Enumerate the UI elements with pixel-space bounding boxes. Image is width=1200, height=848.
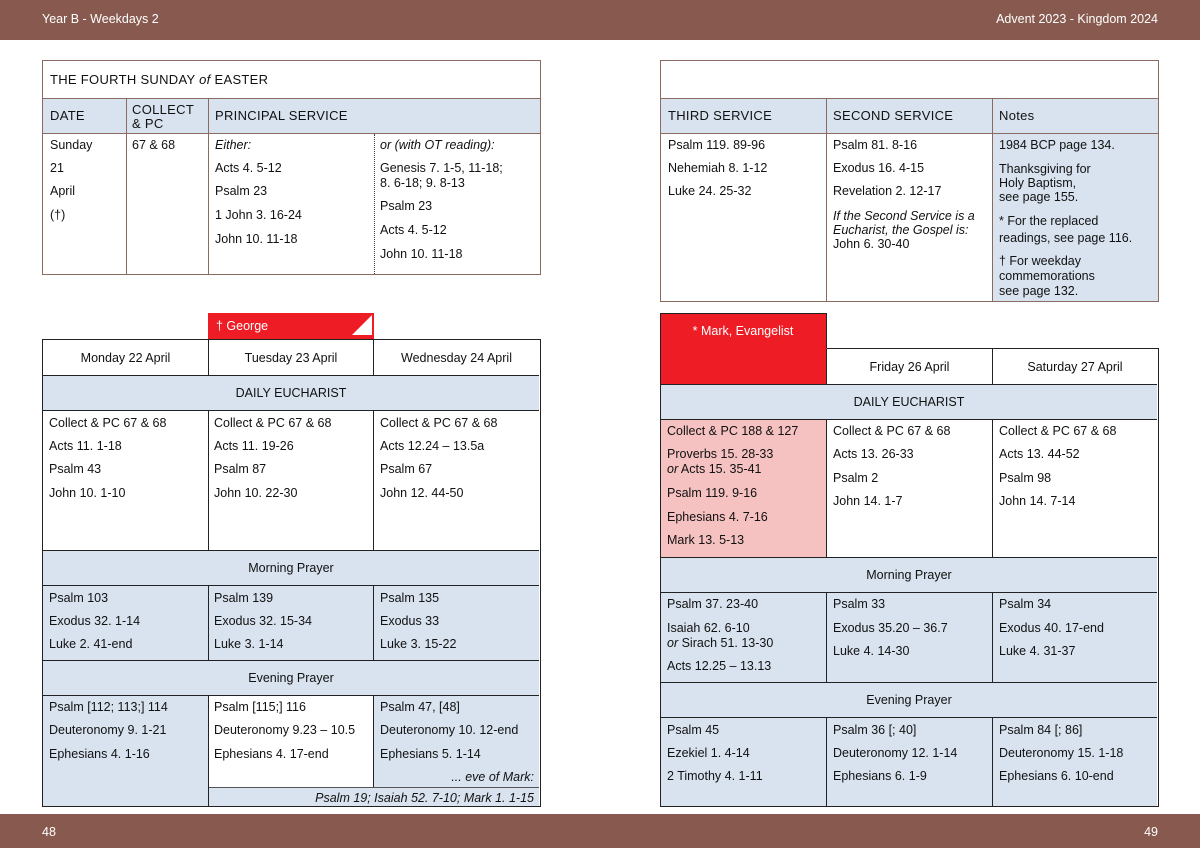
reading: Psalm 67: [380, 462, 433, 476]
reading: Psalm 2: [833, 471, 879, 485]
collect-value: 67 & 68: [132, 138, 176, 152]
reading: Ephesians 6. 1-9: [833, 769, 927, 783]
reading: or Acts 15. 35-41: [667, 462, 762, 476]
reading: Isaiah 62. 6-10: [667, 621, 750, 635]
morning-prayer-band: Morning Prayer: [661, 557, 1157, 593]
reading: Luke 3. 1-14: [214, 637, 284, 651]
sunday-principal-table: [42, 60, 541, 275]
reading: John 14. 1-7: [833, 494, 903, 508]
footer-bar: [0, 814, 1200, 848]
date-line: 21: [50, 161, 64, 175]
reading: Psalm 87: [214, 462, 267, 476]
weekdays-right-table: [660, 348, 1159, 807]
principal-service-header: PRINCIPAL SERVICE: [215, 108, 348, 123]
third-reading: Nehemiah 8. 1-12: [668, 161, 768, 175]
reading: Acts 13. 44-52: [999, 447, 1080, 461]
reading: Psalm 103: [49, 591, 109, 605]
either-label: Either:: [215, 138, 252, 152]
second-reading: Psalm 81. 8-16: [833, 138, 918, 152]
eve-of-mark-readings: Psalm 19; Isaiah 52. 7-10; Mark 1. 1-15: [315, 791, 534, 805]
reading: Exodus 33: [380, 614, 440, 628]
collect-column-header: COLLECT: [132, 102, 195, 117]
reading: John 10. 22-30: [214, 486, 298, 500]
either-reading: Acts 4. 5-12: [215, 161, 282, 175]
either-reading: 1 John 3. 16-24: [215, 208, 302, 222]
page-corner-icon: [352, 315, 372, 335]
date-line: (†): [50, 208, 66, 222]
reading: Psalm 34: [999, 597, 1052, 611]
either-reading: John 10. 11-18: [215, 232, 298, 246]
reading: Acts 11. 1-18: [49, 439, 122, 453]
reading: Collect & PC 67 & 68: [49, 416, 167, 430]
reading: Ephesians 6. 10-end: [999, 769, 1114, 783]
sunday-title: THE FOURTH SUNDAY of EASTER: [50, 72, 269, 87]
note-line: Holy Baptism,: [999, 176, 1077, 190]
reading: Deuteronomy 9. 1-21: [49, 723, 167, 737]
header-right-title: Advent 2023 - Kingdom 2024: [996, 12, 1158, 26]
reading: Exodus 40. 17-end: [999, 621, 1104, 635]
daily-eucharist-band: DAILY EUCHARIST: [661, 384, 1157, 420]
sunday-other-services-table: [660, 60, 1159, 302]
reading: Luke 4. 14-30: [833, 644, 910, 658]
date-line: Sunday: [50, 138, 93, 152]
reading: Psalm 33: [833, 597, 886, 611]
reading: Acts 12.25 – 13.13: [667, 659, 772, 673]
note-line: * For the replaced: [999, 214, 1099, 228]
reading: Deuteronomy 15. 1-18: [999, 746, 1124, 760]
note-line: commemorations: [999, 269, 1095, 283]
header-bar: [0, 0, 1200, 40]
evening-prayer-band: Evening Prayer: [43, 660, 539, 696]
second-service-header: SECOND SERVICE: [833, 108, 954, 123]
reading: John 10. 1-10: [49, 486, 126, 500]
reading: Psalm 139: [214, 591, 274, 605]
reading: Luke 4. 31-37: [999, 644, 1076, 658]
either-reading: Psalm 23: [215, 184, 268, 198]
or-label: or (with OT reading):: [380, 138, 495, 152]
reading: 2 Timothy 4. 1-11: [667, 769, 763, 783]
reading: Collect & PC 67 & 68: [214, 416, 332, 430]
reading: Collect & PC 67 & 68: [380, 416, 498, 430]
reading: Exodus 35.20 – 36.7: [833, 621, 948, 635]
day-header-friday: Friday 26 April: [869, 360, 950, 374]
reading: Psalm 135: [380, 591, 440, 605]
note-line: readings, see page 116.: [999, 231, 1133, 245]
reading: Ezekiel 1. 4-14: [667, 746, 750, 760]
reading: Collect & PC 188 & 127: [667, 424, 799, 438]
reading: Luke 3. 15-22: [380, 637, 457, 651]
second-eucharist-note: If the Second Service is a: [833, 209, 975, 223]
second-reading: Revelation 2. 12-17: [833, 184, 942, 198]
reading: Psalm 37. 23-40: [667, 597, 759, 611]
note-line: 1984 BCP page 134.: [999, 138, 1115, 152]
collect-column-header-2: & PC: [132, 116, 164, 131]
reading: Deuteronomy 9.23 – 10.5: [214, 723, 356, 737]
second-eucharist-note: Eucharist, the Gospel is:: [833, 223, 969, 237]
date-line: April: [50, 184, 76, 198]
note-line: Thanksgiving for: [999, 162, 1091, 176]
third-service-header: THIRD SERVICE: [668, 108, 773, 123]
reading: Deuteronomy 12. 1-14: [833, 746, 958, 760]
left-page-number: 48: [42, 825, 56, 839]
reading: Psalm 119. 9-16: [667, 486, 758, 500]
reading: Ephesians 4. 17-end: [214, 747, 329, 761]
header-left-title: Year B - Weekdays 2: [42, 12, 159, 26]
daily-eucharist-band: DAILY EUCHARIST: [43, 375, 539, 411]
weekdays-left-table: [42, 339, 541, 807]
reading: Ephesians 4. 1-16: [49, 747, 150, 761]
reading: Collect & PC 67 & 68: [999, 424, 1117, 438]
reading: Acts 11. 19-26: [214, 439, 294, 453]
reading: Exodus 32. 1-14: [49, 614, 141, 628]
reading: Luke 2. 41-end: [49, 637, 133, 651]
reading: John 14. 7-14: [999, 494, 1076, 508]
reading: Acts 13. 26-33: [833, 447, 914, 461]
or-reading: John 10. 11-18: [380, 247, 463, 261]
or-reading: Psalm 23: [380, 199, 433, 213]
note-line: † For weekday: [999, 254, 1081, 268]
day-header-monday: Monday 22 April: [80, 351, 171, 365]
eve-of-mark-label: ... eve of Mark:: [451, 770, 534, 784]
reading: Ephesians 5. 1-14: [380, 747, 481, 761]
reading: Ephesians 4. 7-16: [667, 510, 768, 524]
reading: Psalm 43: [49, 462, 102, 476]
day-header-wednesday: Wednesday 24 April: [401, 351, 512, 365]
reading: Psalm [112; 113;] 114: [49, 700, 168, 714]
reading: Psalm [115;] 116: [214, 700, 306, 714]
reading: Deuteronomy 10. 12-end: [380, 723, 519, 737]
second-reading: Exodus 16. 4-15: [833, 161, 925, 175]
date-column-header: DATE: [50, 108, 85, 123]
reading: Acts 12.24 – 13.5a: [380, 439, 485, 453]
or-reading: 8. 6-18; 9. 8-13: [380, 176, 465, 190]
reading: Mark 13. 5-13: [667, 533, 745, 547]
or-reading: Genesis 7. 1-5, 11-18;: [380, 161, 503, 175]
reading: Psalm 98: [999, 471, 1052, 485]
note-line: see page 155.: [999, 190, 1079, 204]
notes-header: Notes: [999, 108, 1035, 123]
third-reading: Luke 24. 25-32: [668, 184, 752, 198]
second-gospel: John 6. 30-40: [833, 237, 910, 251]
reading: Psalm 45: [667, 723, 720, 737]
reading: Psalm 84 [; 86]: [999, 723, 1083, 737]
day-header-tuesday: Tuesday 23 April: [244, 351, 338, 365]
reading: John 12. 44-50: [380, 486, 464, 500]
reading: Psalm 36 [; 40]: [833, 723, 917, 737]
reading: Exodus 32. 15-34: [214, 614, 312, 628]
reading: Proverbs 15. 28-33: [667, 447, 774, 461]
or-reading: Acts 4. 5-12: [380, 223, 447, 237]
right-page-number: 49: [1144, 825, 1158, 839]
reading: Psalm 47, [48]: [380, 700, 460, 714]
reading: or Sirach 51. 13-30: [667, 636, 774, 650]
third-reading: Psalm 119. 89-96: [668, 138, 766, 152]
morning-prayer-band: Morning Prayer: [43, 550, 539, 586]
st-mark-tag: * Mark, Evangelist: [692, 324, 794, 338]
reading: Collect & PC 67 & 68: [833, 424, 951, 438]
note-line: see page 132.: [999, 284, 1079, 298]
evening-prayer-band: Evening Prayer: [661, 682, 1157, 718]
day-header-saturday: Saturday 27 April: [1027, 360, 1123, 374]
saint-george-tag: † George: [208, 313, 374, 339]
